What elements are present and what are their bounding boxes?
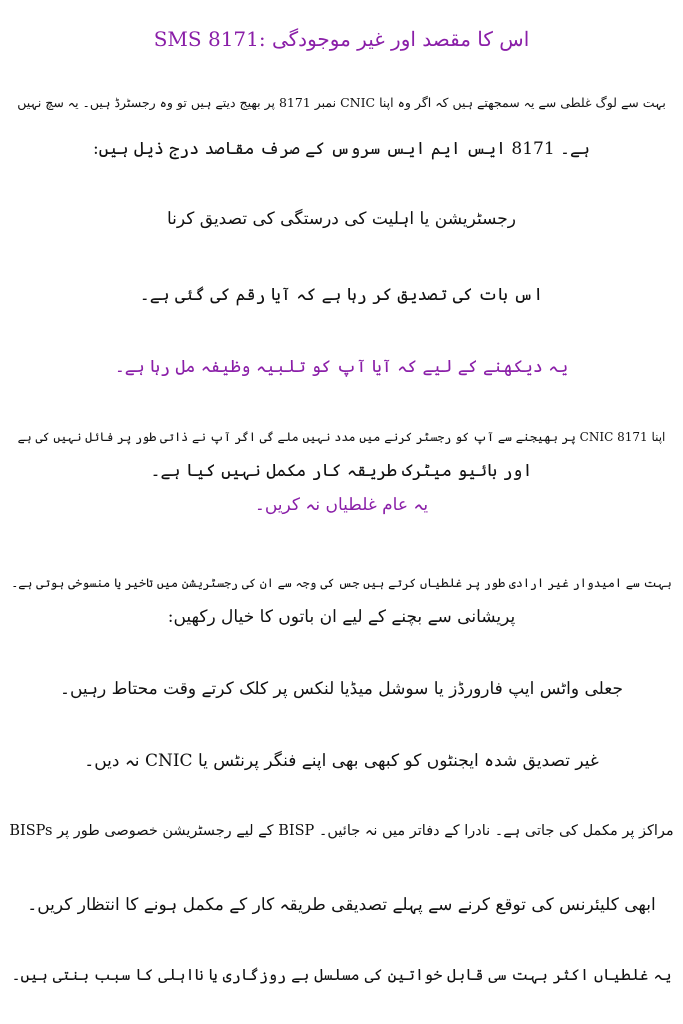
intro-line-2: ہے۔ 8171 ایس ایم ایس سروس کے صرف مقاصد درج ذیل ہیں:	[93, 139, 590, 159]
tip-item-2: غیر تصدیق شدہ ایجنٹوں کو کبھی بھی اپنے فنگر پرنٹس یا CNIC نہ دیں۔	[84, 751, 599, 771]
tip-item-3: BISPs کے لیے رجسٹریشن خصوصی طور پر BISP مراکز پر مکمل کی جاتی ہے۔ نادرا کے دفاتر میں نہ جائیں۔	[9, 823, 674, 839]
mistakes-line-1: بہت سے امیدوار غیر ارادی طور پر غلطیاں کرتے ہیں جس کی وجہ سے ان کی رجسٹریشن میں تاخیر یا منسوخی ہوتی ہے۔	[11, 576, 672, 590]
purpose-item-1: رجسٹریشن یا اہلیت کی درستگی کی تصدیق کرنا	[166, 209, 517, 229]
tip-item-4: ابھی کلیئرنس کی توقع کرنے سے پہلے تصدیقی طریقہ کار کے مکمل ہونے کا انتظار کریں۔	[27, 895, 656, 915]
intro-line-1: بہت سے لوگ غلطی سے یہ سمجھتے ہیں کہ اگر وہ اپنا CNIC نمبر 8171 پر بھیج دیتے ہیں تو وہ رجسٹرڈ ہیں۔ یہ سچ نہیں	[17, 95, 666, 110]
tip-item-5: یہ غلطیاں اکثر بہت سی قابل خواتین کی مسلسل بے روزگاری یا نااہلی کا سبب بنتی ہیں۔	[11, 966, 672, 984]
tip-item-1: جعلی واٹس ایپ فارورڈز یا سوشل میڈیا لنکس پر کلک کرتے وقت محتاط رہیں۔	[59, 679, 623, 699]
purpose-item-3: یہ دیکھنے کے لیے کہ آیا آپ کو تلبیہ وظیفہ مل رہا ہے۔	[114, 357, 569, 377]
note-line-2: اور بائیو میٹرک طریقہ کار مکمل نہیں کیا ہے۔	[150, 461, 533, 481]
purpose-item-2: اس بات کی تصدیق کر رہا ہے کہ آیا رقم کی گئی ہے۔	[139, 285, 544, 305]
note-line-1: اپنا CNIC 8171 پر بھیجنے سے آپ کو رجسٹر کرنے میں مدد نہیں ملے گی اگر آپ نے ذاتی طور پر فائل نہیں کی ہے	[17, 430, 666, 444]
page-title: SMS 8171: اس کا مقصد اور غیر موجودگی	[153, 27, 530, 51]
note-heading: یہ عام غلطیاں نہ کریں۔	[254, 495, 429, 515]
mistakes-line-2: پریشانی سے بچنے کے لیے ان باتوں کا خیال رکھیں:	[167, 607, 516, 627]
